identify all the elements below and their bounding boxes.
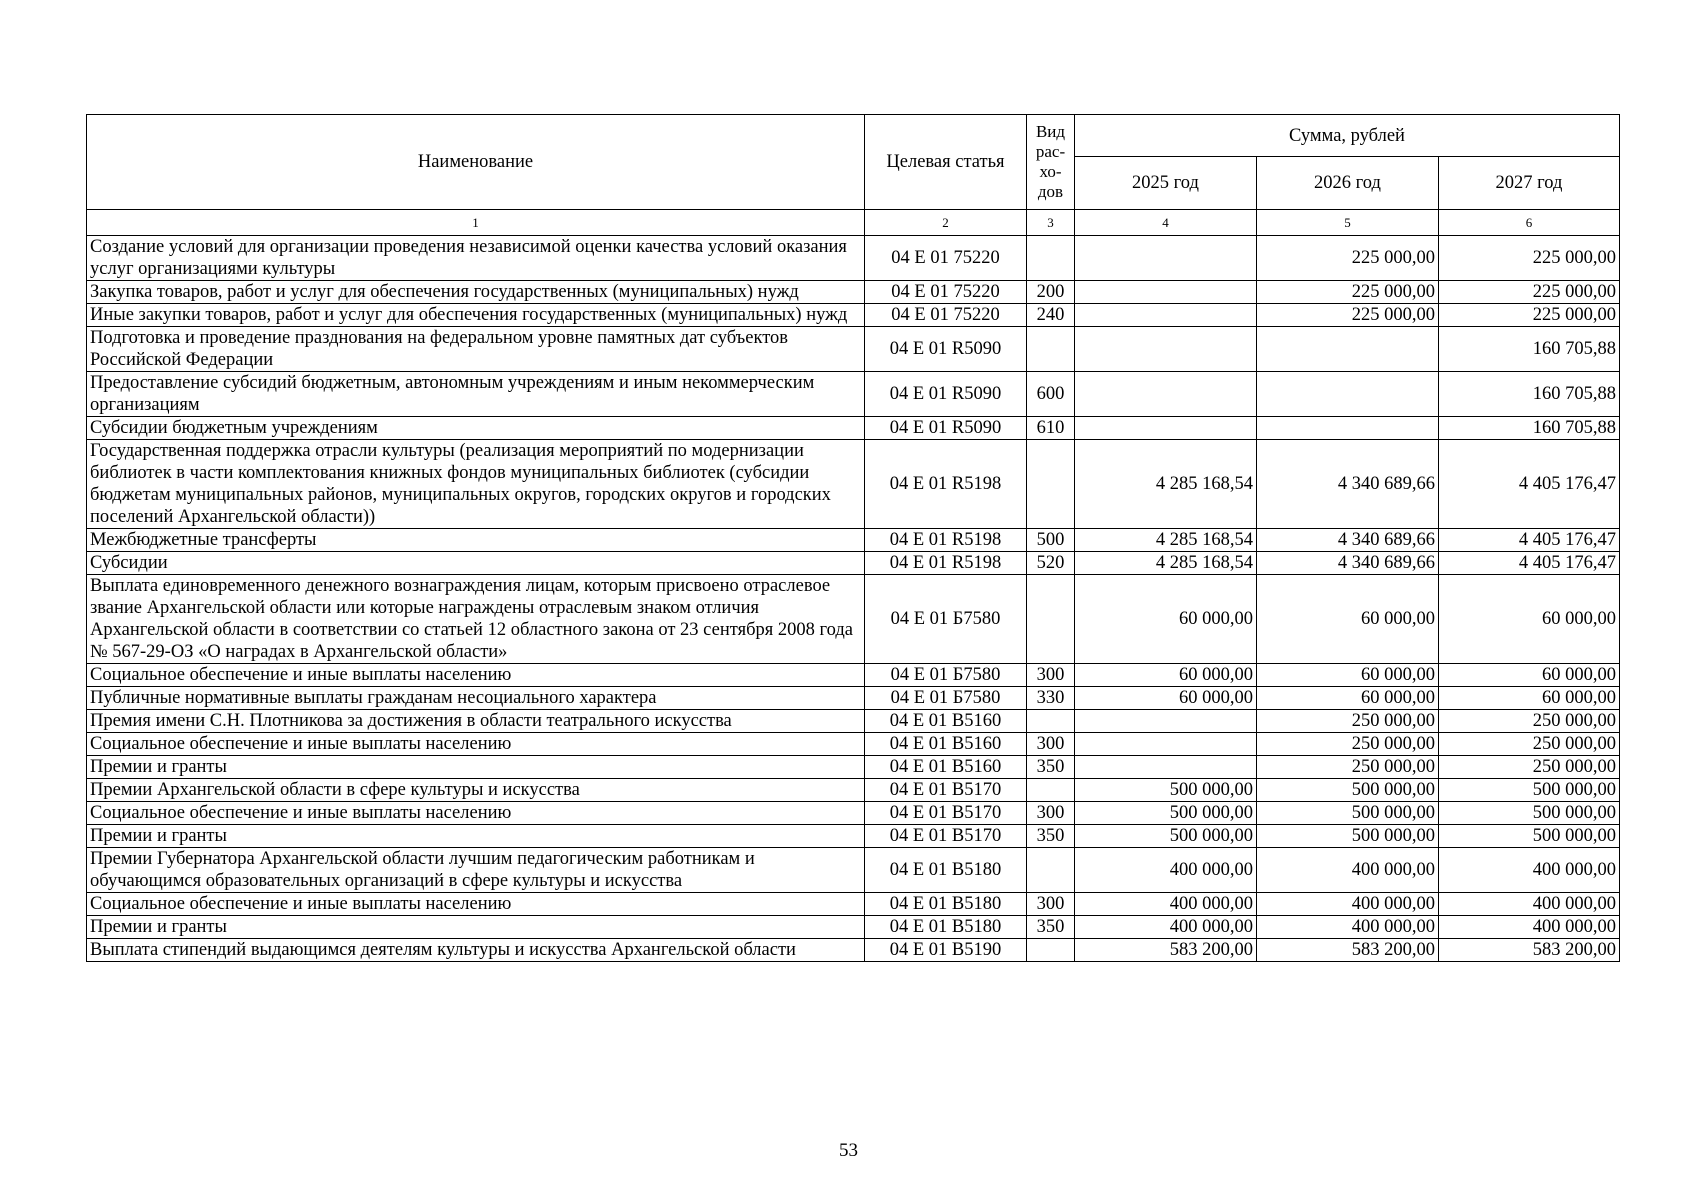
table-row <box>87 417 1620 440</box>
row-amount-2025: 4 285 168,54 <box>1075 529 1257 552</box>
row-expense-type <box>1027 575 1075 664</box>
header-name: Наименование <box>87 115 865 210</box>
row-expense-type: 300 <box>1027 893 1075 916</box>
page-number: 53 <box>839 1140 858 1161</box>
row-amount-2027: 400 000,00 <box>1439 916 1620 939</box>
row-name: Создание условий для организации проведения независимой оценки качества условий оказания услуг организациями культуры <box>87 236 865 281</box>
row-expense-type: 300 <box>1027 733 1075 756</box>
row-amount-2027: 250 000,00 <box>1439 756 1620 779</box>
row-amount-2025 <box>1075 304 1257 327</box>
row-amount-2027: 4 405 176,47 <box>1439 552 1620 575</box>
row-amount-2025 <box>1075 372 1257 417</box>
row-name: Премии Архангельской области в сфере культуры и искусства <box>87 779 865 802</box>
table-row <box>87 327 1620 372</box>
row-name: Выплата стипендий выдающимся деятелям культуры и искусства Архангельской области <box>87 939 865 962</box>
table-row <box>87 664 1620 687</box>
row-amount-2027: 500 000,00 <box>1439 825 1620 848</box>
row-expense-type: 300 <box>1027 664 1075 687</box>
row-target-article: 04 Е 01 В5160 <box>865 733 1027 756</box>
row-expense-type: 300 <box>1027 802 1075 825</box>
row-target-article: 04 Е 01 R5198 <box>865 529 1027 552</box>
row-name: Социальное обеспечение и иные выплаты населению <box>87 733 865 756</box>
row-amount-2025: 500 000,00 <box>1075 802 1257 825</box>
row-amount-2025: 500 000,00 <box>1075 825 1257 848</box>
table-row <box>87 440 1620 529</box>
row-name: Публичные нормативные выплаты гражданам несоциального характера <box>87 687 865 710</box>
row-target-article: 04 Е 01 R5198 <box>865 552 1027 575</box>
row-amount-2026: 225 000,00 <box>1257 304 1439 327</box>
table-row <box>87 529 1620 552</box>
header-expense-type-line: хо- <box>1039 162 1062 181</box>
row-amount-2026: 500 000,00 <box>1257 779 1439 802</box>
row-expense-type: 350 <box>1027 916 1075 939</box>
row-expense-type <box>1027 939 1075 962</box>
row-expense-type: 330 <box>1027 687 1075 710</box>
header-year-2025: 2025 год <box>1075 157 1257 210</box>
row-amount-2025: 4 285 168,54 <box>1075 440 1257 529</box>
column-number: 6 <box>1439 210 1620 236</box>
row-amount-2026 <box>1257 372 1439 417</box>
row-amount-2027: 250 000,00 <box>1439 710 1620 733</box>
header-expense-type-line: рас- <box>1035 142 1066 161</box>
header-target-article: Целевая статья <box>865 115 1027 210</box>
row-name: Государственная поддержка отрасли культуры (реализация мероприятий по модернизации библиотек в части комплектования книжных фондов муниципальных библиотек (субсидии бюджетам муниципальных районов, муниципальных округов, городских округов и городских поселений Архангельской области)) <box>87 440 865 529</box>
row-expense-type <box>1027 236 1075 281</box>
column-number: 3 <box>1027 210 1075 236</box>
row-expense-type <box>1027 710 1075 733</box>
header-expense-type-line: дов <box>1037 182 1064 201</box>
row-target-article: 04 Е 01 В5160 <box>865 756 1027 779</box>
row-amount-2027: 400 000,00 <box>1439 893 1620 916</box>
row-amount-2026: 250 000,00 <box>1257 710 1439 733</box>
row-amount-2026: 500 000,00 <box>1257 802 1439 825</box>
row-target-article: 04 Е 01 В5170 <box>865 802 1027 825</box>
row-amount-2026: 4 340 689,66 <box>1257 552 1439 575</box>
row-name: Премия имени С.Н. Плотникова за достижения в области театрального искусства <box>87 710 865 733</box>
row-target-article: 04 Е 01 В5180 <box>865 848 1027 893</box>
row-name: Субсидии бюджетным учреждениям <box>87 417 865 440</box>
row-target-article: 04 Е 01 В5170 <box>865 825 1027 848</box>
table-row <box>87 710 1620 733</box>
row-expense-type: 200 <box>1027 281 1075 304</box>
row-amount-2026: 4 340 689,66 <box>1257 440 1439 529</box>
table-row <box>87 552 1620 575</box>
table-row <box>87 802 1620 825</box>
table-row <box>87 304 1620 327</box>
row-target-article: 04 Е 01 Б7580 <box>865 687 1027 710</box>
row-amount-2027: 160 705,88 <box>1439 372 1620 417</box>
row-name: Подготовка и проведение празднования на федеральном уровне памятных дат субъектов Российской Федерации <box>87 327 865 372</box>
row-amount-2026: 583 200,00 <box>1257 939 1439 962</box>
row-expense-type: 240 <box>1027 304 1075 327</box>
row-amount-2026: 400 000,00 <box>1257 893 1439 916</box>
row-target-article: 04 Е 01 75220 <box>865 281 1027 304</box>
row-amount-2026: 60 000,00 <box>1257 687 1439 710</box>
row-amount-2027: 250 000,00 <box>1439 733 1620 756</box>
row-amount-2026: 250 000,00 <box>1257 733 1439 756</box>
row-name: Социальное обеспечение и иные выплаты населению <box>87 664 865 687</box>
table-row <box>87 848 1620 893</box>
table-row <box>87 687 1620 710</box>
row-target-article: 04 Е 01 Б7580 <box>865 664 1027 687</box>
row-name: Премии и гранты <box>87 916 865 939</box>
table-row <box>87 281 1620 304</box>
row-name: Закупка товаров, работ и услуг для обеспечения государственных (муниципальных) нужд <box>87 281 865 304</box>
row-amount-2026 <box>1257 417 1439 440</box>
row-amount-2027: 60 000,00 <box>1439 575 1620 664</box>
row-name: Предоставление субсидий бюджетным, автономным учреждениям и иным некоммерческим организациям <box>87 372 865 417</box>
row-amount-2025 <box>1075 710 1257 733</box>
row-amount-2027: 400 000,00 <box>1439 848 1620 893</box>
table-row <box>87 825 1620 848</box>
header-year-2026: 2026 год <box>1257 157 1439 210</box>
row-amount-2025: 4 285 168,54 <box>1075 552 1257 575</box>
table-row <box>87 236 1620 281</box>
row-expense-type <box>1027 440 1075 529</box>
row-expense-type: 350 <box>1027 825 1075 848</box>
row-amount-2027: 225 000,00 <box>1439 236 1620 281</box>
row-amount-2025 <box>1075 733 1257 756</box>
table-header <box>87 115 1620 236</box>
table-row <box>87 939 1620 962</box>
row-target-article: 04 Е 01 В5160 <box>865 710 1027 733</box>
row-amount-2027: 60 000,00 <box>1439 664 1620 687</box>
row-target-article: 04 Е 01 R5090 <box>865 372 1027 417</box>
table-row <box>87 779 1620 802</box>
row-amount-2025 <box>1075 417 1257 440</box>
column-number: 4 <box>1075 210 1257 236</box>
row-amount-2026: 250 000,00 <box>1257 756 1439 779</box>
row-target-article: 04 Е 01 R5198 <box>865 440 1027 529</box>
row-name: Межбюджетные трансферты <box>87 529 865 552</box>
row-amount-2025: 400 000,00 <box>1075 916 1257 939</box>
row-amount-2027: 160 705,88 <box>1439 417 1620 440</box>
row-amount-2025 <box>1075 756 1257 779</box>
row-amount-2026: 500 000,00 <box>1257 825 1439 848</box>
table-body <box>87 236 1620 962</box>
row-amount-2027: 500 000,00 <box>1439 779 1620 802</box>
table-row <box>87 733 1620 756</box>
row-name: Премии Губернатора Архангельской области лучшим педагогическим работникам и обучающимся образовательных организаций в сфере культуры и искусства <box>87 848 865 893</box>
row-amount-2025: 60 000,00 <box>1075 575 1257 664</box>
row-expense-type <box>1027 848 1075 893</box>
row-amount-2027: 225 000,00 <box>1439 304 1620 327</box>
header-expense-type <box>1027 115 1075 210</box>
row-amount-2025: 60 000,00 <box>1075 687 1257 710</box>
row-target-article: 04 Е 01 В5180 <box>865 893 1027 916</box>
row-name: Премии и гранты <box>87 756 865 779</box>
row-expense-type: 610 <box>1027 417 1075 440</box>
row-expense-type <box>1027 327 1075 372</box>
header-sum: Сумма, рублей <box>1075 115 1620 157</box>
row-amount-2027: 160 705,88 <box>1439 327 1620 372</box>
row-expense-type: 350 <box>1027 756 1075 779</box>
table-row <box>87 575 1620 664</box>
row-amount-2027: 500 000,00 <box>1439 802 1620 825</box>
row-amount-2025 <box>1075 281 1257 304</box>
row-amount-2027: 583 200,00 <box>1439 939 1620 962</box>
row-target-article: 04 Е 01 Б7580 <box>865 575 1027 664</box>
row-amount-2027: 225 000,00 <box>1439 281 1620 304</box>
row-amount-2027: 4 405 176,47 <box>1439 529 1620 552</box>
column-number: 1 <box>87 210 865 236</box>
row-name: Премии и гранты <box>87 825 865 848</box>
budget-table <box>86 114 1620 962</box>
row-amount-2025: 60 000,00 <box>1075 664 1257 687</box>
row-amount-2025: 583 200,00 <box>1075 939 1257 962</box>
row-name: Социальное обеспечение и иные выплаты населению <box>87 802 865 825</box>
row-target-article: 04 Е 01 75220 <box>865 236 1027 281</box>
header-year-2027: 2027 год <box>1439 157 1620 210</box>
row-name: Социальное обеспечение и иные выплаты населению <box>87 893 865 916</box>
row-target-article: 04 Е 01 75220 <box>865 304 1027 327</box>
row-expense-type: 600 <box>1027 372 1075 417</box>
row-amount-2026: 400 000,00 <box>1257 848 1439 893</box>
table-row <box>87 893 1620 916</box>
row-amount-2026: 400 000,00 <box>1257 916 1439 939</box>
row-expense-type <box>1027 779 1075 802</box>
column-number: 5 <box>1257 210 1439 236</box>
row-amount-2025: 400 000,00 <box>1075 848 1257 893</box>
table-row <box>87 372 1620 417</box>
row-amount-2026 <box>1257 327 1439 372</box>
header-expense-type-line: Вид <box>1035 122 1066 141</box>
row-target-article: 04 Е 01 В5190 <box>865 939 1027 962</box>
row-expense-type: 500 <box>1027 529 1075 552</box>
table-row <box>87 916 1620 939</box>
row-amount-2026: 225 000,00 <box>1257 281 1439 304</box>
row-amount-2025 <box>1075 327 1257 372</box>
row-amount-2026: 60 000,00 <box>1257 575 1439 664</box>
row-name: Иные закупки товаров, работ и услуг для обеспечения государственных (муниципальных) нужд <box>87 304 865 327</box>
row-expense-type: 520 <box>1027 552 1075 575</box>
row-amount-2027: 4 405 176,47 <box>1439 440 1620 529</box>
row-amount-2025: 500 000,00 <box>1075 779 1257 802</box>
row-amount-2026: 4 340 689,66 <box>1257 529 1439 552</box>
row-target-article: 04 Е 01 В5180 <box>865 916 1027 939</box>
row-amount-2025: 400 000,00 <box>1075 893 1257 916</box>
row-amount-2026: 225 000,00 <box>1257 236 1439 281</box>
row-target-article: 04 Е 01 R5090 <box>865 327 1027 372</box>
row-target-article: 04 Е 01 R5090 <box>865 417 1027 440</box>
column-number: 2 <box>865 210 1027 236</box>
row-target-article: 04 Е 01 В5170 <box>865 779 1027 802</box>
row-name: Субсидии <box>87 552 865 575</box>
row-amount-2027: 60 000,00 <box>1439 687 1620 710</box>
row-amount-2025 <box>1075 236 1257 281</box>
table-row <box>87 756 1620 779</box>
row-name: Выплата единовременного денежного вознаграждения лицам, которым присвоено отраслевое звание Архангельской области или которые награждены отраслевым знаком отличия Архангельской области в соответствии со статьей 12 областного закона от 23 сентября 2008 года № 567-29-ОЗ «О наградах в Архангельской области» <box>87 575 865 664</box>
row-amount-2026: 60 000,00 <box>1257 664 1439 687</box>
